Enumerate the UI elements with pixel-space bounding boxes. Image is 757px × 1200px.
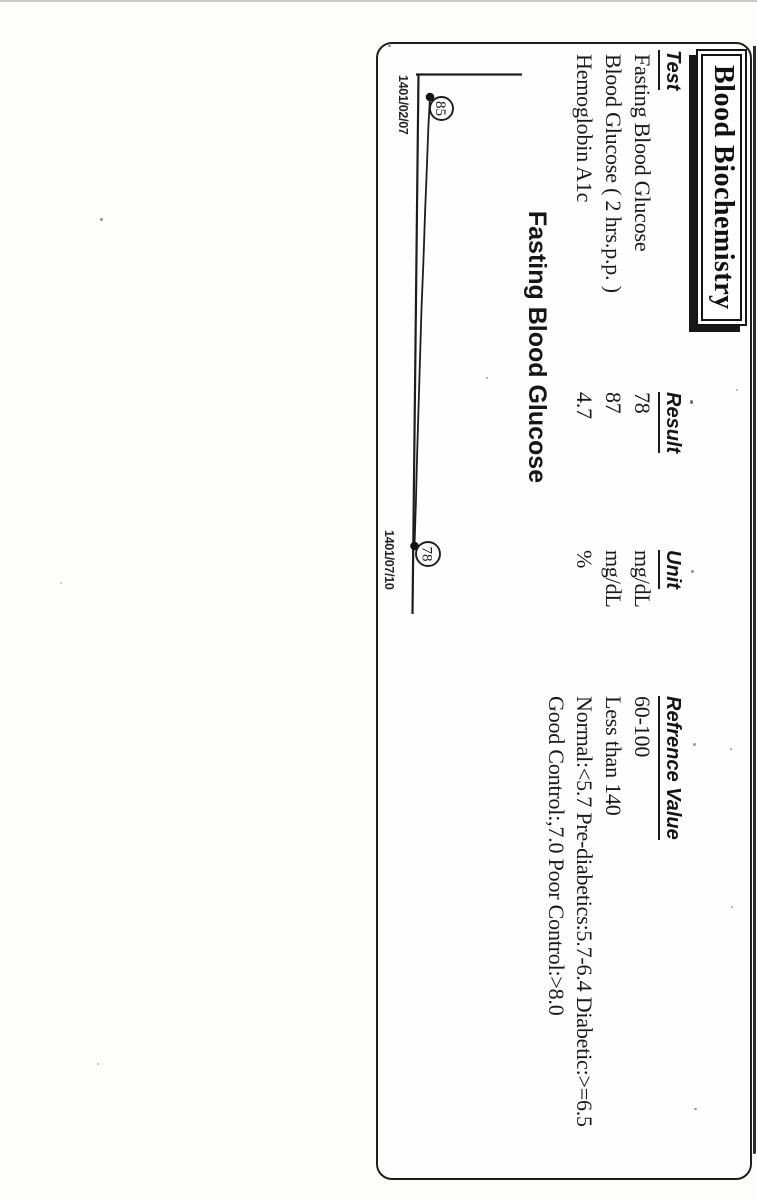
- chart-date-label-2: 1401/07/10: [382, 530, 396, 590]
- speck: [60, 582, 62, 584]
- report-title: Blood Biochemistry: [701, 54, 742, 321]
- chart-date-label-1: 1401/02/07: [396, 75, 410, 135]
- speck: [693, 743, 696, 746]
- cell-result-3: 4.7: [572, 392, 597, 419]
- cell-unit-1: mg/dL: [630, 550, 655, 608]
- scanner-edge-strip: [0, 0, 757, 2]
- col-header-test: Test: [658, 50, 684, 90]
- cell-test-1: Fasting Blood Glucose: [630, 54, 655, 252]
- chart-title: Fasting Blood Glucose: [523, 210, 551, 484]
- chart-point-label-2: 78: [418, 546, 435, 562]
- cell-result-1: 78: [630, 392, 655, 414]
- cell-reference-2: Less than 140: [601, 696, 626, 816]
- speck: [97, 1063, 99, 1065]
- col-header-result: Result: [658, 392, 684, 453]
- cell-test-3: Hemoglobin A1c: [572, 54, 597, 203]
- speck: [100, 218, 103, 221]
- speck: [486, 377, 488, 379]
- speck: [690, 400, 693, 404]
- cell-test-2: Blood Glucose ( 2 hrs.p.p. ): [601, 54, 626, 293]
- cell-reference-3: Normal:<5.7 Pre-diabetics:5.7-6.4 Diabetic:>=6.5: [572, 696, 597, 1127]
- fbs-trend-chart: [374, 44, 560, 1182]
- cell-reference-3-line2: Good Control:,7.0 Poor Control:>8.0: [544, 696, 569, 1016]
- cell-reference-1: 60-100: [630, 696, 655, 758]
- cell-unit-2: mg/dL: [601, 550, 626, 608]
- speck: [691, 570, 694, 573]
- speck: [694, 1108, 697, 1110]
- cell-unit-3: %: [572, 550, 597, 569]
- chart-point-label-1: 85: [432, 101, 448, 116]
- col-header-reference: Refrence Value: [658, 696, 684, 840]
- page-edge-shadow: [753, 46, 756, 1154]
- speck: [730, 748, 732, 750]
- report-title-box: [696, 49, 747, 326]
- col-header-unit: Unit: [658, 550, 684, 589]
- speck: [736, 389, 738, 391]
- report-page: [376, 42, 752, 1180]
- speck: [731, 906, 733, 908]
- cell-result-2: 87: [601, 392, 626, 414]
- speck: [388, 45, 391, 47]
